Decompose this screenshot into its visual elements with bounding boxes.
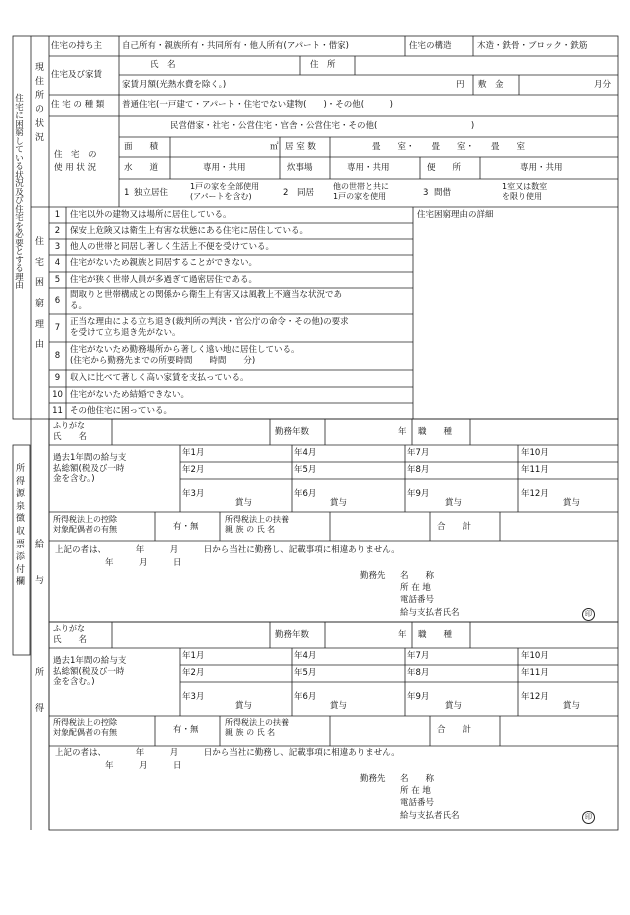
bonus-label: 賞与	[563, 701, 581, 711]
section-salary: 給与	[34, 540, 44, 586]
landlord-address-label: 住 所	[310, 60, 336, 70]
month-label: 年11月	[521, 668, 549, 678]
years-label: 勤務年数	[275, 427, 310, 437]
kitchen-label: 炊事場	[287, 163, 313, 173]
room-types: 畳 室・ 畳 室・ 畳 室	[372, 142, 526, 152]
rent-label: 家賃月額(光熱水費を除く。)	[122, 80, 227, 90]
reason-number[interactable]: 3	[54, 241, 61, 252]
spouse-value[interactable]: 有・無	[173, 725, 199, 735]
name-label: 氏 名	[53, 432, 88, 442]
reason-text: 住宅がないため結婚できない。	[70, 389, 190, 400]
month-label: 年4月	[294, 651, 317, 661]
spouse-label: 所得税法上の控除 対象配偶者の有無	[53, 515, 117, 534]
month-label: 年1月	[182, 651, 205, 661]
payer-label: 給与支払者氏名	[400, 608, 460, 618]
certify-date: 年 月 日	[105, 558, 182, 568]
month-label: 年12月	[521, 692, 549, 702]
employer-label: 勤務先	[360, 571, 386, 581]
job-label: 職 種	[418, 630, 453, 640]
deposit-label: 敷 金	[478, 80, 504, 90]
bonus-label: 賞与	[445, 498, 463, 508]
spouse-label: 所得税法上の控除 対象配偶者の有無	[53, 718, 117, 737]
years-unit: 年	[398, 630, 407, 640]
reason-number[interactable]: 8	[54, 350, 61, 361]
bonus-label: 賞与	[235, 498, 253, 508]
section-tax-slip: 所得源泉徴収票添付欄	[15, 464, 25, 588]
address-label: 所 在 地	[400, 583, 431, 593]
living-option-1-label[interactable]: 独立居住	[134, 188, 169, 198]
bonus-label: 賞与	[235, 701, 253, 711]
total-label: 合 計	[437, 522, 472, 532]
month-label: 年2月	[182, 668, 205, 678]
reason-text: 間取りと世帯構成との関係から衛生上有害又は風教上不適当な状況であ る。	[70, 290, 343, 311]
deposit-months: 月分	[594, 80, 612, 90]
certify-date: 年 月 日	[105, 761, 182, 771]
bonus-label: 賞与	[445, 701, 463, 711]
structure-label: 住宅の構造	[409, 41, 452, 51]
month-label: 年7月	[407, 651, 430, 661]
rent-yen: 円	[456, 80, 465, 90]
certify-text: 上記の者は、 年 月 日から当社に勤務し、記載事項に相違ありません。	[55, 545, 400, 555]
bonus-label: 賞与	[563, 498, 581, 508]
living-option-3-label[interactable]: 間借	[434, 188, 452, 198]
month-label: 年12月	[521, 489, 549, 499]
dependent-label: 所得税法上の扶養 親 族 の 氏 名	[225, 718, 289, 737]
reason-number[interactable]: 6	[54, 295, 61, 306]
section-reason: 住宅困窮理由	[34, 237, 44, 351]
dependent-label: 所得税法上の扶養 親 族 の 氏 名	[225, 515, 289, 534]
month-label: 年11月	[521, 465, 549, 475]
bonus-label: 賞与	[330, 701, 348, 711]
reason-text: 他人の世帯と同居し著しく生活上不便を受けている。	[70, 241, 275, 252]
area-sqm: ㎡	[270, 142, 279, 152]
month-label: 年9月	[407, 692, 430, 702]
seal-icon: 印	[582, 811, 595, 824]
month-label: 年6月	[294, 692, 317, 702]
reason-number[interactable]: 11	[52, 405, 63, 416]
reason-number[interactable]: 2	[54, 225, 61, 236]
spouse-value[interactable]: 有・無	[173, 522, 199, 532]
water-shared[interactable]: 専用・共用	[203, 163, 246, 173]
month-label: 年10月	[521, 651, 549, 661]
bonus-label: 賞与	[330, 498, 348, 508]
owner-options[interactable]: 自己所有・親族所有・共同所有・他人所有(アパート・借家)	[122, 41, 349, 51]
reason-detail-label: 住宅困窮理由の詳細	[417, 210, 494, 220]
reason-number[interactable]: 10	[52, 389, 63, 400]
pay-total-label: 過去1年間の給与支 払総額(税及び一時 金を含む。)	[53, 656, 127, 688]
month-label: 年4月	[294, 448, 317, 458]
name-label: 氏 名	[53, 635, 88, 645]
furigana-label: ふりがな	[53, 421, 85, 430]
month-label: 年5月	[294, 668, 317, 678]
landlord-label: 住宅及び家賃	[51, 70, 103, 80]
total-label: 合 計	[437, 725, 472, 735]
reason-text: その他住宅に困っている。	[70, 405, 173, 416]
phone-label: 電話番号	[400, 798, 435, 808]
employer-label: 勤務先	[360, 774, 386, 784]
company-label: 名 称	[400, 774, 435, 784]
reason-text: 住宅がないため親族と同居することができない。	[70, 258, 258, 268]
reason-text: 正当な理由による立ち退き(裁判所の判決・官公庁の命令・その他)の要求 を受けて立ち退き先がない。	[70, 317, 349, 338]
living-option-2-no: 2	[283, 188, 289, 198]
living-option-3-no: 3	[423, 188, 429, 198]
section-housing-hardship: 住宅に困窮している状況及び住宅を必要とする理由	[15, 94, 24, 291]
living-option-3-desc: 1室又は数室 を限り使用	[502, 182, 548, 201]
month-label: 年10月	[521, 448, 549, 458]
section-income: 所得	[34, 668, 44, 714]
house-type-options[interactable]: 普通住宅(一戸建て・アパート・住宅でない建物( )・その他( )	[122, 100, 393, 110]
reason-number[interactable]: 4	[54, 258, 61, 268]
water-label: 水 道	[124, 163, 159, 173]
reason-text: 住宅が狭く世帯人員が多過ぎて過密居住である。	[70, 274, 258, 285]
month-label: 年7月	[407, 448, 430, 458]
toilet-label: 便 所	[427, 163, 462, 173]
usage-label: 住 宅 の 使 用 状 況	[54, 150, 97, 173]
living-option-1-no: 1	[124, 188, 130, 198]
living-option-2-desc: 他の世帯と共に 1戸の家を使用	[333, 182, 389, 201]
living-option-1-desc: 1戸の家を全部使用 (アパートを含む)	[190, 182, 260, 201]
kitchen-shared[interactable]: 専用・共用	[347, 163, 390, 173]
job-label: 職 種	[418, 427, 453, 437]
landlord-name-label: 氏 名	[150, 60, 176, 70]
area-label: 面 積	[124, 142, 159, 152]
reason-text: 住宅以外の建物又は場所に居住している。	[70, 209, 232, 220]
month-label: 年5月	[294, 465, 317, 475]
month-label: 年9月	[407, 489, 430, 499]
month-label: 年3月	[182, 692, 205, 702]
reason-text: 住宅がないため勤務場所から著しく遠い地に居住している。 (住宅から勤務先までの所要時間 時間 分)	[70, 345, 300, 366]
month-label: 年1月	[182, 448, 205, 458]
certify-text: 上記の者は、 年 月 日から当社に勤務し、記載事項に相違ありません。	[55, 748, 400, 758]
rooms-label: 居 室 数	[285, 142, 316, 152]
living-option-2-label[interactable]: 同居	[297, 188, 315, 198]
reason-number[interactable]: 7	[54, 322, 61, 333]
payer-label: 給与支払者氏名	[400, 811, 460, 821]
public-options[interactable]: 民営借家・社宅・公営住宅・官舎・公営住宅・その他( )	[170, 121, 475, 131]
furigana-label: ふりがな	[53, 624, 85, 633]
month-label: 年2月	[182, 465, 205, 475]
structure-options[interactable]: 木造・鉄骨・ブロック・鉄筋	[477, 41, 588, 51]
address-label: 所 在 地	[400, 786, 431, 796]
owner-label: 住宅の持ち主	[51, 41, 103, 51]
years-label: 勤務年数	[275, 630, 310, 640]
reason-text: 収入に比べて著しく高い家賃を支払っている。	[70, 373, 249, 383]
house-type-label: 住 宅 の 種 類	[51, 100, 105, 110]
pay-total-label: 過去1年間の給与支 払総額(税及び一時 金を含む。)	[53, 453, 127, 485]
phone-label: 電話番号	[400, 595, 435, 605]
reason-number[interactable]: 1	[54, 209, 61, 220]
reason-number[interactable]: 9	[54, 373, 61, 383]
reason-number[interactable]: 5	[54, 274, 61, 285]
reason-text: 保安上危険又は衛生上有害な状態にある住宅に居住している。	[70, 225, 309, 236]
month-label: 年3月	[182, 489, 205, 499]
years-unit: 年	[398, 427, 407, 437]
month-label: 年8月	[407, 668, 430, 678]
seal-icon: 印	[582, 608, 595, 621]
month-label: 年6月	[294, 489, 317, 499]
section-current-status: 現住所の状況	[34, 63, 44, 143]
company-label: 名 称	[400, 571, 435, 581]
month-label: 年8月	[407, 465, 430, 475]
toilet-shared[interactable]: 専用・共用	[520, 163, 563, 173]
